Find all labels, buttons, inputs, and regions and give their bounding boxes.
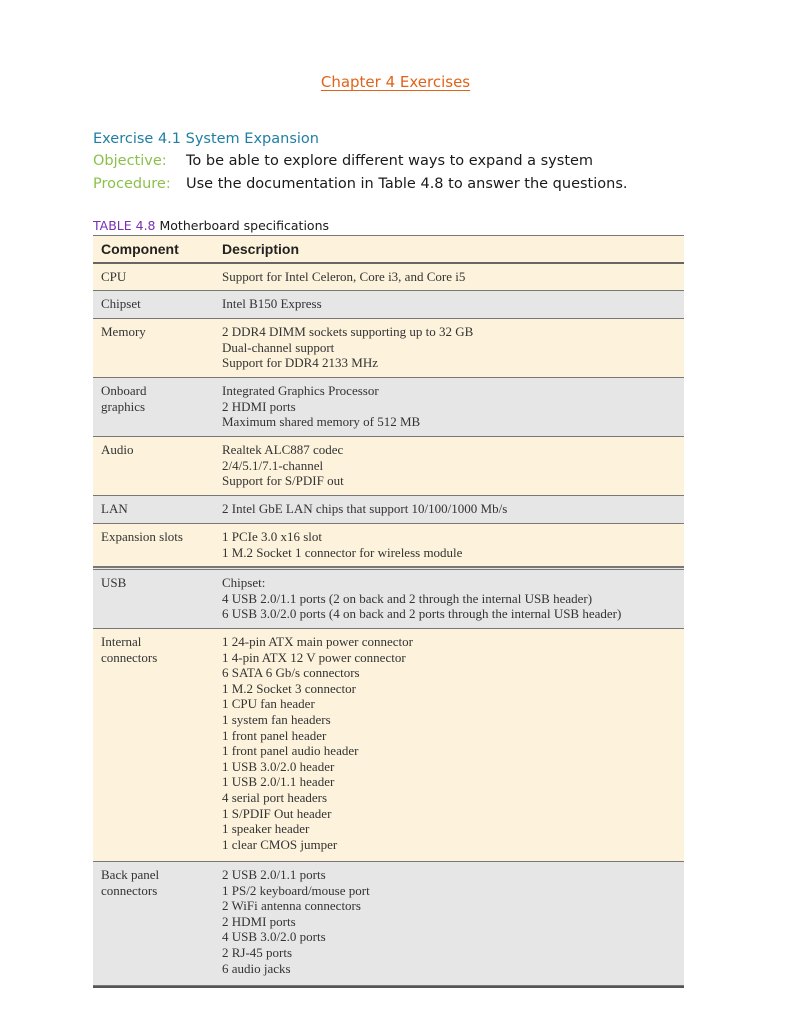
table-row (93, 629, 684, 862)
description-line: 2 HDMI ports (222, 913, 296, 929)
table-row (93, 378, 684, 437)
description-line: 1 CPU fan header (222, 696, 315, 712)
description-line: 6 audio jacks (222, 960, 291, 976)
objective-label: Objective: (93, 153, 167, 169)
description-line: 4 serial port headers (222, 789, 328, 805)
component-cell: Memory (101, 324, 146, 339)
description-cell (213, 496, 684, 523)
description-line: 1 speaker header (222, 821, 310, 837)
chapter-title: Chapter 4 Exercises (320, 73, 471, 91)
component-cell: Audio (101, 442, 134, 457)
table-caption-number: TABLE 4.8 (93, 218, 156, 233)
description-line: 1 S/PDIF Out header (222, 805, 332, 821)
component-cell: USB (101, 575, 127, 590)
description-line: Chipset: (222, 575, 266, 590)
objective-row (93, 153, 593, 169)
description-line: 4 USB 2.0/1.1 ports (2 on back and 2 through the internal USB header) (222, 590, 593, 606)
description-cell (213, 291, 684, 318)
description-cell (213, 524, 684, 566)
table-row (93, 264, 684, 291)
header-description: Description (222, 241, 300, 257)
description-line: 2 RJ-45 ports (222, 944, 293, 960)
description-line: 1 PCIe 3.0 x16 slot (222, 529, 323, 544)
component-cell: Expansion slots (101, 529, 183, 544)
description-line: Support for S/PDIF out (222, 473, 344, 489)
description-line: 6 SATA 6 Gb/s connectors (222, 665, 360, 681)
table-row (93, 291, 684, 319)
description-cell (213, 437, 684, 495)
description-line: 1 M.2 Socket 1 connector for wireless module (222, 544, 463, 560)
procedure-label: Procedure: (93, 176, 171, 192)
description-line: 1 front panel audio header (222, 743, 359, 759)
component-cell: Onboard graphics (101, 383, 147, 414)
description-line: 1 M.2 Socket 3 connector (222, 680, 356, 696)
description-line: Integrated Graphics Processor (222, 383, 379, 398)
description-cell (213, 264, 684, 290)
description-cell (213, 862, 684, 985)
description-line: 2/4/5.1/7.1-channel (222, 457, 324, 473)
component-cell: Internal connectors (101, 634, 158, 665)
table-body (93, 264, 684, 986)
component-cell: Back panel connectors (101, 867, 160, 898)
table-caption (93, 218, 329, 233)
table-row (93, 319, 684, 378)
description-line: Maximum shared memory of 512 MB (222, 414, 421, 430)
description-line: 4 USB 3.0/2.0 ports (222, 929, 326, 945)
description-line: Support for DDR4 2133 MHz (222, 355, 378, 371)
description-line: 1 24-pin ATX main power connector (222, 634, 413, 649)
component-cell: LAN (101, 501, 128, 516)
description-line: 2 WiFi antenna connectors (222, 898, 361, 914)
table-row (93, 524, 684, 567)
description-cell (213, 570, 684, 628)
description-line: 1 PS/2 keyboard/mouse port (222, 882, 370, 898)
description-line: 2 HDMI ports (222, 398, 296, 414)
description-line: Support for Intel Celeron, Core i3, and Core i5 (222, 269, 466, 284)
table-caption-title: Motherboard specifications (159, 218, 330, 233)
description-line: 1 system fan headers (222, 711, 331, 727)
description-line: Realtek ALC887 codec (222, 442, 344, 457)
description-line: 1 USB 3.0/2.0 header (222, 758, 335, 774)
description-line: Intel B150 Express (222, 296, 322, 311)
procedure-text: Use the documentation in Table 4.8 to answer the questions. (186, 176, 628, 192)
description-line: 2 USB 2.0/1.1 ports (222, 867, 326, 882)
exercise-title: Exercise 4.1 System Expansion (93, 131, 319, 147)
description-line: 6 USB 3.0/2.0 ports (4 on back and 2 ports through the internal USB header) (222, 606, 622, 622)
description-cell (213, 629, 684, 861)
spec-table (93, 235, 684, 988)
component-cell: Chipset (101, 296, 141, 311)
table-row (93, 496, 684, 524)
objective-text: To be able to explore different ways to expand a system (186, 153, 594, 169)
description-line: 2 Intel GbE LAN chips that support 10/100/1000 Mb/s (222, 501, 508, 516)
table-row (93, 437, 684, 496)
description-line: Dual-channel support (222, 339, 335, 355)
description-line: 2 DDR4 DIMM sockets supporting up to 32 GB (222, 324, 474, 339)
header-component: Component (101, 241, 179, 257)
description-line: 1 4-pin ATX 12 V power connector (222, 649, 406, 665)
description-cell (213, 378, 684, 436)
procedure-row (93, 176, 628, 192)
table-row (93, 862, 684, 986)
description-cell (213, 319, 684, 377)
description-line: 1 clear CMOS jumper (222, 836, 338, 852)
table-header-row (93, 235, 684, 264)
table-row (93, 567, 684, 629)
description-line: 1 front panel header (222, 727, 327, 743)
component-cell: CPU (101, 269, 127, 284)
description-line: 1 USB 2.0/1.1 header (222, 774, 335, 790)
